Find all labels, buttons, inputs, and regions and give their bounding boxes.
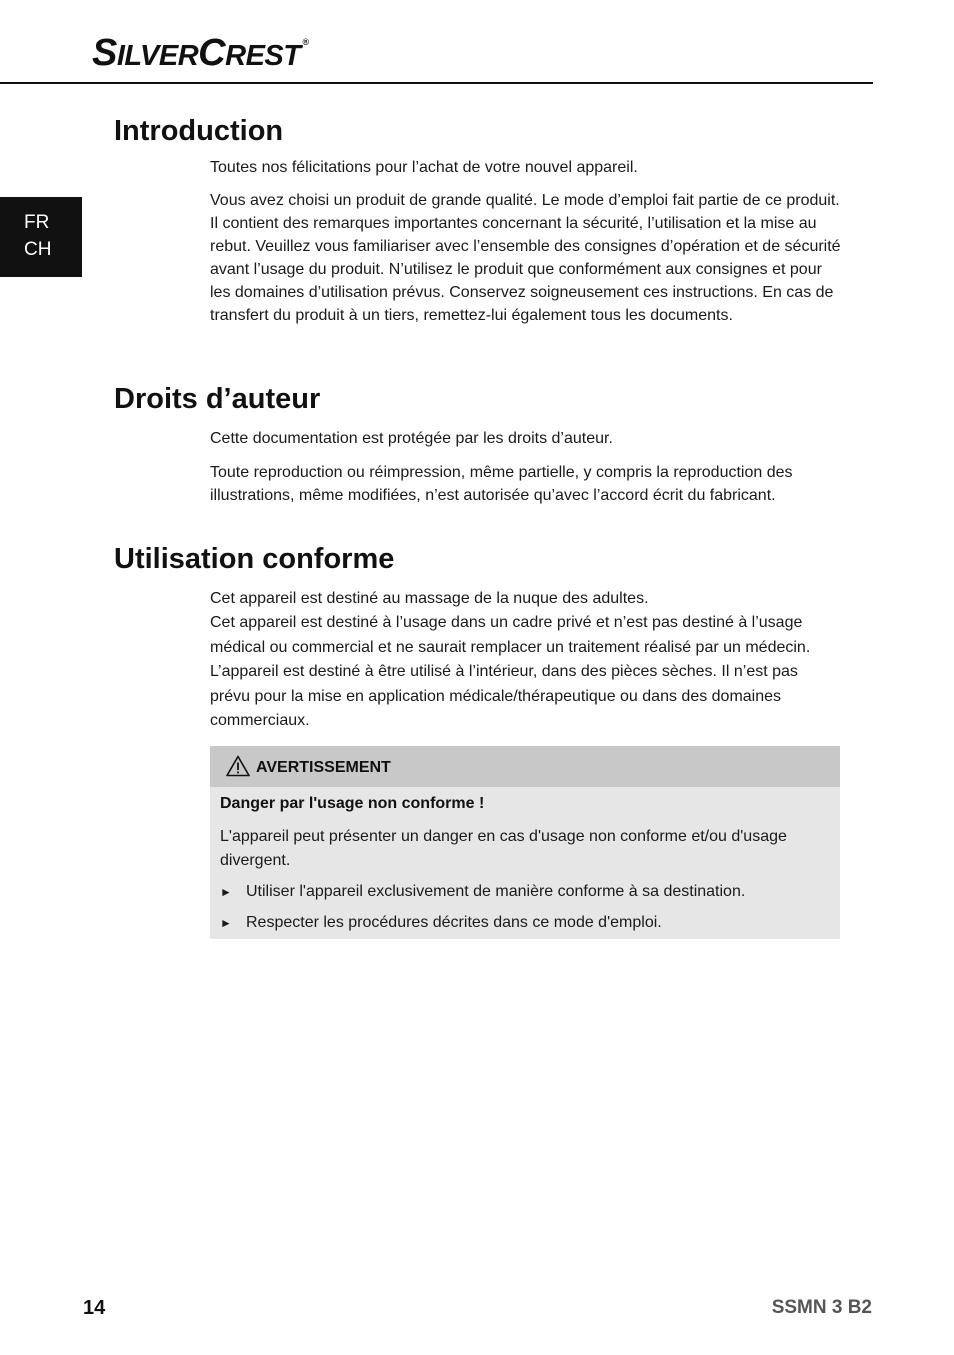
section-title-introduction: Introduction bbox=[114, 115, 284, 147]
model-number: SSMN 3 B2 bbox=[771, 1297, 872, 1318]
warning-text: L'appareil peut présenter un danger en cas d'usage non conforme et/ou d'usage divergent. bbox=[220, 828, 787, 869]
language-code: FR bbox=[24, 212, 50, 233]
intro-paragraph-1: Toutes nos félicitations pour l’achat de votre nouvel appareil. bbox=[210, 159, 638, 176]
bullet-arrow-icon: ► bbox=[220, 885, 232, 899]
bullet-arrow-icon: ► bbox=[220, 916, 232, 930]
language-tab bbox=[0, 197, 82, 277]
warning-box bbox=[210, 746, 840, 939]
header-rule bbox=[0, 82, 873, 84]
utilisation-paragraph-2: Cet appareil est destiné à l’usage dans un cadre privé et n’est pas destiné à l’usage médical ou commercial et ne saurait remplacer un traitement réalisé par un médecin. L’appareil est destiné à être utilisé à l’intérieur, dans des pièces sèches. Il n’est pas prévu pour la mise en application médicale/thérapeutique ou dans des domaines commerciaux. bbox=[210, 614, 811, 729]
warning-bullet: ► Utiliser l'appareil exclusivement de manière conforme à sa destination. bbox=[220, 881, 830, 903]
droits-paragraph-2: Toute reproduction ou réimpression, même partielle, y compris la reproduction des illustrations, même modifiées, n’est autorisée qu’avec l’accord écrit du fabricant. bbox=[210, 464, 793, 504]
country-code: CH bbox=[24, 239, 52, 260]
intro-paragraph-2: Vous avez choisi un produit de grande qualité. Le mode d’emploi fait partie de ce produit. Il contient des remarques importantes concernant la sécurité, l’utilisation et la mise au rebut. Veuillez vous familiariser avec l’ensemble des consignes d’opération et de sécurité avant l’usage du produit. N’utilisez le produit que conformément aux consignes et pour les domaines d’utilisation prévus. Conservez soigneusement ces instructions. En cas de transfert du produit à un tiers, remettez-lui également tous les documents. bbox=[210, 192, 841, 324]
section-title-droits: Droits d’auteur bbox=[114, 383, 321, 415]
utilisation-paragraph-1: Cet appareil est destiné au massage de la nuque des adultes. bbox=[210, 590, 649, 607]
warning-bullet: ► Respecter les procédures décrites dans ce mode d'emploi. bbox=[220, 912, 830, 934]
page-number: 14 bbox=[83, 1297, 106, 1319]
warning-subtitle: Danger par l'usage non conforme ! bbox=[220, 795, 485, 812]
silvercrest-logo: SILVERCREST ® bbox=[92, 32, 309, 74]
warning-header bbox=[210, 746, 840, 787]
droits-paragraph-1: Cette documentation est protégée par les droits d’auteur. bbox=[210, 430, 613, 447]
section-title-utilisation: Utilisation conforme bbox=[114, 543, 395, 575]
warning-label: AVERTISSEMENT bbox=[256, 759, 391, 776]
warning-triangle-icon bbox=[226, 755, 250, 777]
